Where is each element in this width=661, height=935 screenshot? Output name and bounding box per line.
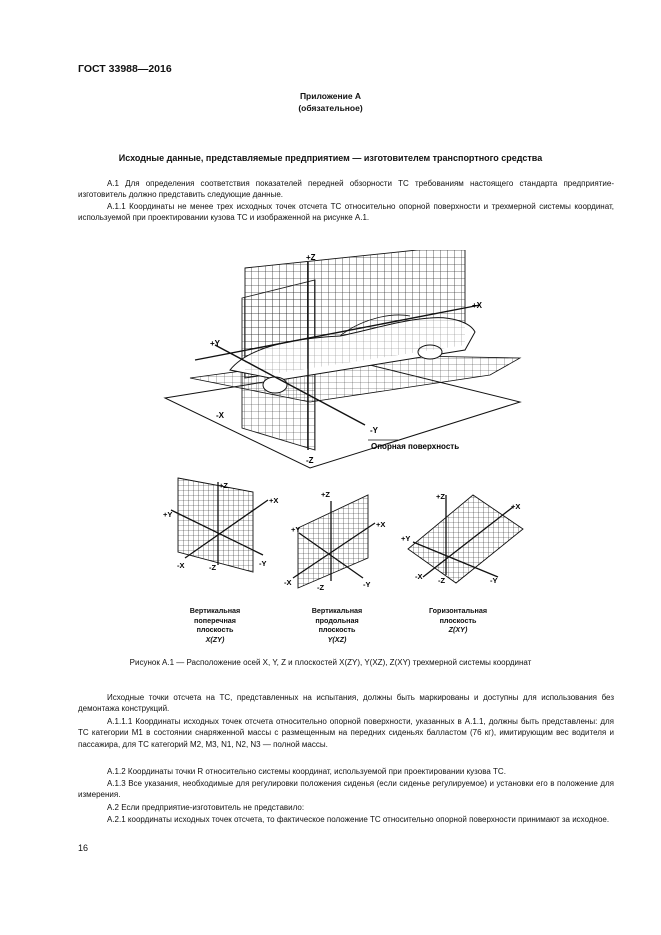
plot1-z-plus: +Z (219, 481, 228, 490)
plot3-x-minus: -X (415, 572, 423, 581)
plot1-z-minus: -Z (209, 563, 217, 572)
main-x-plus-label: +X (472, 301, 483, 310)
main-z-plus-label: +Z (306, 253, 316, 262)
intro-paragraph-2: А.1.1 Координаты не менее трех исходных точек отсчета ТС относительно опорной поверхности и трехмерной системы координат, используемой при проектировании кузова ТС и изображенной на рисунке А.1. (78, 202, 614, 223)
plot2-y-minus: -Y (363, 580, 371, 589)
body-paragraph-1: Исходные точки отсчета на ТС, представленных на испытания, должны быть маркированы и доступны для использования без демонтажа конструкций. (78, 693, 614, 714)
plot-horizontal-plane (398, 487, 530, 587)
plot3-y-minus: -Y (490, 576, 498, 585)
plot-transverse-plane (163, 470, 283, 580)
main-y-minus-label: -Y (370, 426, 378, 435)
plot2-x-plus: +X (376, 520, 386, 529)
plot1-y-plus: +Y (163, 510, 173, 519)
body-paragraph-4: А.1.3 Все указания, необходимые для регулировки положения сиденья (если сиденье регулируемое) и установки его в положение для измерения. (78, 779, 614, 800)
plot-longitudinal-plane (283, 483, 393, 593)
plot3-x-plus: +X (511, 502, 521, 511)
appendix-status: (обязательное) (298, 103, 363, 113)
body-paragraph-3: А.1.2 Координаты точки R относительно системы координат, используемой при проектировании кузова ТС. (107, 767, 506, 776)
figure-caption: Рисунок А.1 — Расположение осей X, Y, Z и плоскостей X(ZY), Y(XZ), Z(XY) трехмерной системы координат (129, 658, 532, 667)
body-paragraph-5: А.2 Если предприятие-изготовитель не представило: (107, 803, 305, 812)
plot2-z-minus: -Z (317, 583, 325, 592)
page-number: 16 (78, 843, 89, 853)
reference-surface-label: Опорная поверхность (371, 442, 460, 451)
main-coordinate-figure (160, 250, 530, 472)
plot1-caption: Вертикальная поперечная плоскость X(ZY) (189, 606, 241, 644)
appendix-title: Приложение А (299, 91, 362, 101)
plot3-z-plus: +Z (436, 492, 445, 501)
main-x-minus-label: -X (216, 411, 224, 420)
plot2-x-minus: -X (284, 578, 292, 587)
plot1-x-minus: -X (177, 561, 185, 570)
plot1-x-plus: +X (269, 496, 279, 505)
main-z-minus-label: -Z (306, 456, 314, 465)
plot3-caption: Горизонтальная плоскость Z(XY) (428, 606, 488, 634)
main-y-plus-label: +Y (210, 339, 221, 348)
plot2-caption: Вертикальная продольная плоскость Y(XZ) (311, 606, 363, 644)
body-paragraph-6: А.2.1 координаты исходных точек отсчета, то фактическое положение ТС относительно опорной поверхности принимают за исходное. (107, 815, 610, 824)
document-header: ГОСТ 33988—2016 (78, 63, 172, 75)
plot2-z-plus: +Z (321, 490, 330, 499)
plot3-z-minus: -Z (438, 576, 446, 585)
vehicle-wheel-rear (263, 377, 287, 393)
body-paragraph-2: А.1.1.1 Координаты исходных точек отсчета относительно опорной поверхности, указанных в А.1.1, должны быть представлены: для ТС категории М1 в состоянии снаряженной массы с размещенным на передних сиденьях балластом (76 кг), имитирующим вес водителя и пассажира, для ТС категорий М2, М3, N1, N2, N3 — полной массы. (78, 717, 614, 749)
plot1-y-minus: -Y (259, 559, 267, 568)
section-title: Исходные данные, представляемые предприятием — изготовителем транспортного средства (118, 153, 543, 163)
plot2-y-plus: +Y (291, 525, 301, 534)
plot3-y-plus: +Y (401, 534, 411, 543)
intro-paragraph-1: А.1 Для определения соответствия показателей передней обзорности ТС требованиям настоящего стандарта предприятие-изготовитель должно представить следующие данные. (78, 179, 614, 200)
